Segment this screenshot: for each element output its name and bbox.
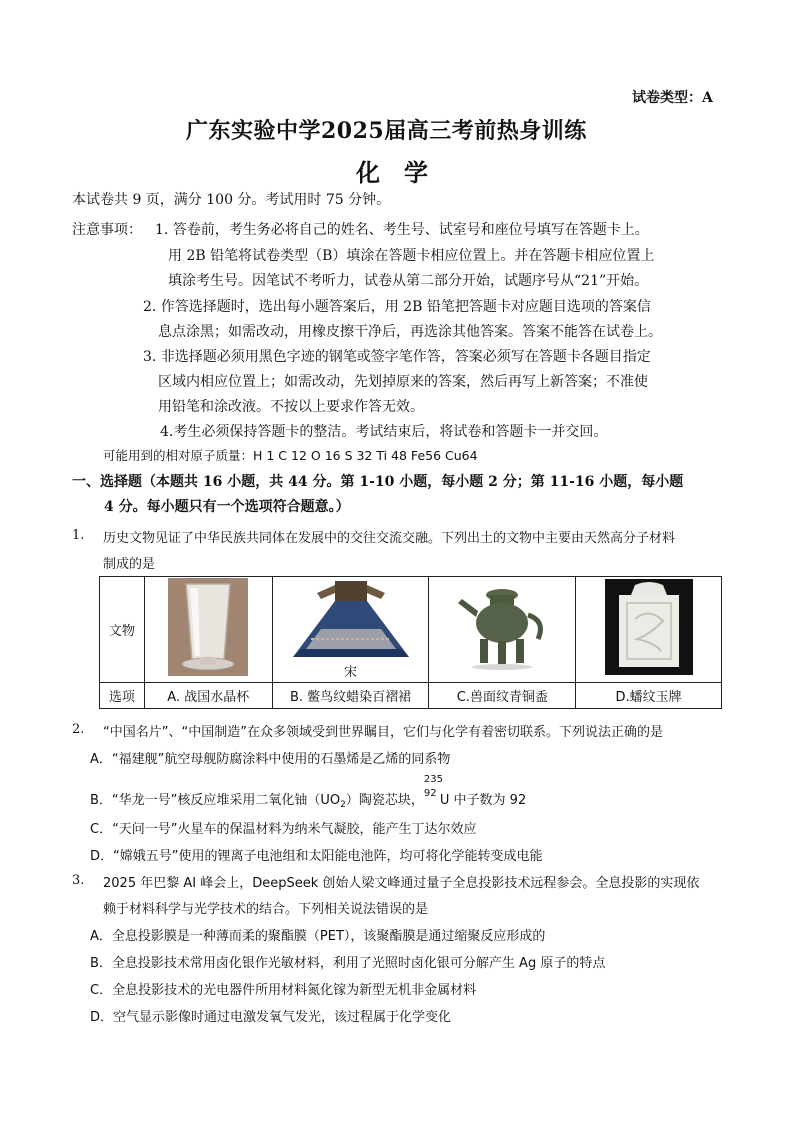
q3-stem-line-2: 赖于材料科学与光学技术的结合。下列相关说法错误的是 [103,902,429,917]
bronze-vessel-image [429,577,576,683]
note-1-line-2: 用 2B 铅笔将试卷类型（B）填涂在答题卡相应位置上。并在答题卡相应位置上 [168,248,655,264]
note-3-line-2: 区域内相应位置上；如需改动，先划掉原来的答案，然后再写上新答案；不准使 [158,374,648,390]
note-4: 4.考生必须保持答题卡的整洁。考试结束后，将试卷和答题卡一并交回。 [160,424,608,440]
note-2-line-1: 2. 作答选择题时，选出每小题答案后，用 2B 铅笔把答题卡对应题目选项的答案信 [143,299,651,315]
q3-option-d: D．空气显示影像时通过电激发氧气发光，该过程属于化学变化 [90,1010,452,1025]
q2-number: 2. [72,722,85,737]
q1-option-d: D.蟠纹玉牌 [576,682,722,708]
crystal-cup-icon [168,578,248,676]
section-heading-line-2: 4 分。每小题只有一个选项符合题意。） [104,499,350,515]
intro-text: 本试卷共 9 页，满分 100 分。考试用时 75 分钟。 [72,192,391,208]
pleated-skirt-image [272,577,429,683]
uranium-atomic-number: 92 [423,788,437,799]
skirt-caption: 宋 [344,664,358,680]
q3-stem-line-1: 2025 年巴黎 AI 峰会上，DeepSeek 创始人梁文峰通过量子全息投影技术远程参会。全息投影的实现依 [103,876,700,891]
q2-stem: “中国名片”、“中国制造”在众多领域受到世界瞩目，它们与化学有着密切联系。下列说法正确的是 [103,725,663,740]
jade-plaque-image [576,577,722,683]
subject-title: 化 学 [356,158,428,187]
notes-label: 注意事项： [72,222,142,238]
note-1-line-1: 1. 答卷前，考生务必将自己的姓名、考生号、试室号和座位号填写在答题卡上。 [155,222,649,238]
section-heading-line-1: 一、选择题（本题共 16 小题，共 44 分。第 1-10 小题，每小题 2 分；第 11-16 小题，每小题 [72,474,684,490]
q1-option-a: A. 战国水晶杯 [144,682,272,708]
q3-option-b: B．全息投影技术常用卤化银作光敏材料，利用了光照时卤化银可分解产生 Ag 原子的特点 [90,956,606,971]
q3-option-a: A．全息投影膜是一种薄而柔的聚酯膜（PET），该聚酯膜是通过缩聚反应形成的 [90,929,546,944]
page-title: 广东实验中学2025届高三考前热身训练 [186,118,587,144]
jade-plaque-icon [605,579,693,675]
q1-option-b: B. 鳖鸟纹蜡染百褶裙 [272,682,429,708]
q2-option-d: D．“嫦娥五号”使用的锂离子电池组和太阳能电池阵，均可将化学能转变成电能 [90,849,543,864]
note-2-line-2: 息点涂黑；如需改动，用橡皮擦干净后，再选涂其他答案。答案不能答在试卷上。 [158,324,662,340]
bronze-vessel-icon [454,581,550,673]
q2-option-b: B．“华龙一号”核反应堆采用二氧化铀$(UO_2)$陶瓷芯块， 235 92 U 中子数为 92 [90,774,527,810]
q1-number: 1. [72,528,85,543]
q2-option-c: C．“天问一号”火星车的保温材料为纳米气凝胶，能产生丁达尔效应 [90,822,477,837]
note-3-line-3: 用铅笔和涂改液。不按以上要求作答无效。 [158,399,424,415]
uranium-mass-number: 235 [423,774,443,785]
q2-option-a: A．“福建舰”航空母舰防腐涂料中使用的石墨烯是乙烯的同系物 [90,752,451,767]
paper-type: 试卷类型：A [632,90,713,106]
q3-number: 3. [72,873,85,888]
note-3-line-1: 3. 非选择题必须用黑色字迹的钢笔或签字笔作答，答案必须写在答题卡各题目指定 [143,349,651,365]
relics-row-header: 文物 [100,577,145,683]
pleated-skirt-icon [291,579,411,661]
q3-option-c: C．全息投影技术的光电器件所用材料氮化镓为新型无机非金属材料 [90,983,477,998]
note-1-line-3: 填涂考生号。因笔试不考听力，试卷从第二部分开始，试题序号从“21”开始。 [168,273,649,289]
atomic-masses: 可能用到的相对原子质量：H 1 C 12 O 16 S 32 Ti 48 Fe56 Cu64 [103,448,478,463]
crystal-cup-image [144,577,272,683]
q1-stem-line-2: 制成的是 [103,557,156,572]
q1-option-c: C.兽面纹青铜盉 [429,682,576,708]
relics-table [99,576,722,709]
q1-stem-line-1: 历史文物见证了中华民族共同体在发展中的交往交流交融。下列出土的文物中主要由天然高分子材料 [103,531,676,546]
options-row-header: 选项 [100,682,145,708]
